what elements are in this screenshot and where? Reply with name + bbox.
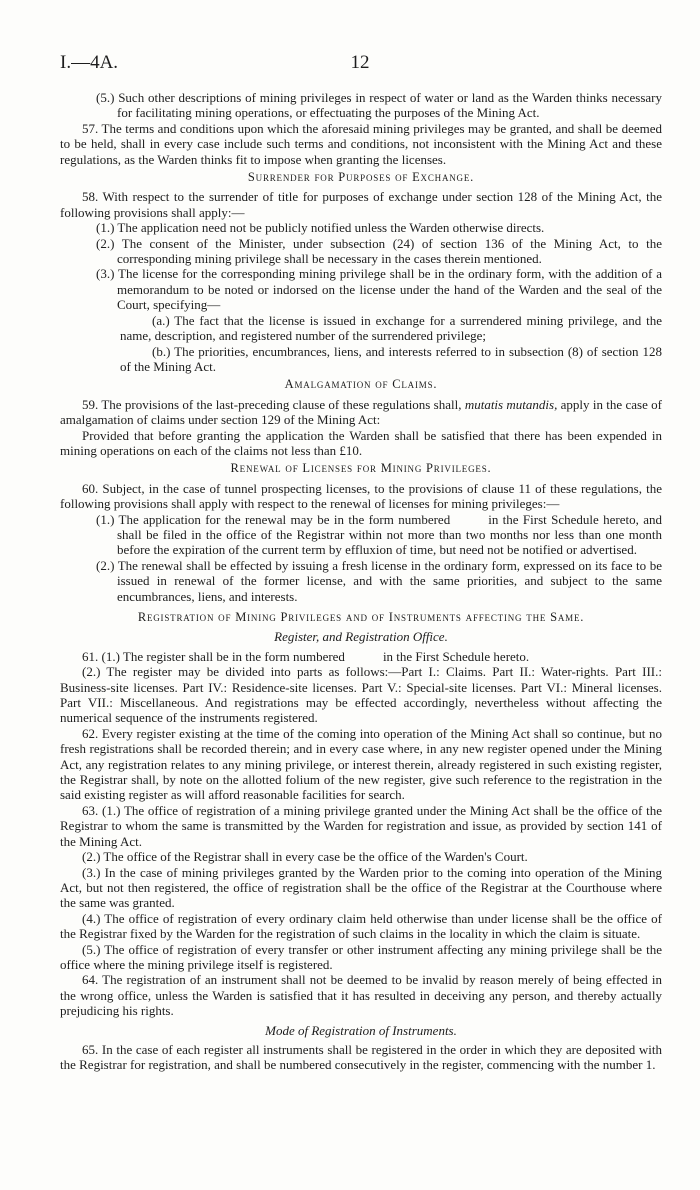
clause-59-italic: mutatis mutandis, bbox=[464, 396, 558, 412]
clause-60-1-text-a: (1.) The application for the renewal may be in the form numbered bbox=[96, 511, 451, 527]
clause-63-2: (2.) The office of the Registrar shall in every case be the office of the Warden's Court. bbox=[82, 849, 528, 865]
clause-60-1-text-b: in the First Schedule hereto, and shall be filed in the office of the Registrar within not more than two months nor less than one month before the expiration of the current term by effluxion of time, but need not be notified or advertised. bbox=[117, 511, 662, 558]
subheading-mode-of-registration: Mode of Registration of Instruments. bbox=[265, 1022, 457, 1038]
clause-61-2: (2.) The register may be divided into parts as follows:—Part I.: Claims. Part II.: Water-rights. Part III.: Business-site licenses. Part IV.: Residence-site licenses. Part V.: Special-site licenses. Part VI.: Mineral licenses. Part VII.: Miscellaneous. And registrations may be effected accordingly, nevertheless without affecting the numerical sequence of the instruments registered. bbox=[60, 664, 662, 726]
clause-61-1-text-a: 61. (1.) The register shall be in the form numbered bbox=[82, 648, 345, 664]
clause-58-2: (2.) The consent of the Minister, under subsection (24) of section 136 of the Mining Act, to the corresponding mining privilege shall be necessary in the cases therein mentioned. bbox=[96, 235, 662, 267]
clause-57: 57. The terms and conditions upon which the aforesaid mining privileges may be granted, and shall be deemed to be held, shall in every case include such terms and conditions, not inconsistent with the Mining Act and these regulations, as the Warden thinks fit to impose when granting the licenses. bbox=[60, 120, 662, 167]
clause-63-1: 63. (1.) The office of registration of a mining privilege granted under the Mining Act shall be the office of the Registrar to whom the same is transmitted by the Warden for registration and issue, as provided by section 141 of the Mining Act. bbox=[60, 802, 662, 849]
clause-58-1: (1.) The application need not be publicly notified unless the Warden otherwise directs. bbox=[96, 220, 545, 236]
clause-63-5: (5.) The office of registration of every transfer or other instrument affecting any mining privilege shall be the office where the mining privilege itself is registered. bbox=[60, 941, 662, 972]
clause-59-proviso: Provided that before granting the application the Warden shall be satisfied that there has been expended in mining operations on each of the claims not less than £10. bbox=[60, 427, 662, 458]
clause-63-4: (4.) The office of registration of every ordinary claim held otherwise than under license shall be the office of the Registrar fixed by the Warden for the registration of such claims in the locality in which the claim is situate. bbox=[60, 910, 662, 942]
clause-59 bbox=[60, 397, 662, 428]
clause-58: 58. With respect to the surrender of title for purposes of exchange under section 128 of the Mining Act, the following provisions shall apply:— bbox=[60, 189, 662, 220]
section-heading-renewal: Renewal of Licenses for Mining Privileges. bbox=[230, 461, 492, 476]
clause-61-1 bbox=[60, 649, 662, 664]
clause-60-2: (2.) The renewal shall be effected by issuing a fresh license in the ordinary form, expressed on its face to be issued in renewal of the former license, and with the same priorities, and subject to the same encumbrances, liens, and interests. bbox=[96, 557, 662, 604]
section-heading-amalgamation: Amalgamation of Claims. bbox=[284, 377, 438, 392]
clause-59-text-b: apply in the case of amalgamation of claims under section 129 of the Mining Act: bbox=[60, 396, 662, 428]
page-header bbox=[60, 52, 660, 76]
clause-60: 60. Subject, in the case of tunnel prospecting licenses, to the provisions of clause 11 of these regulations, the following provisions shall apply with respect to the renewal of licenses for mining privileges:— bbox=[60, 480, 662, 512]
clause-58-3: (3.) The license for the corresponding mining privilege shall be in the ordinary form, with the addition of a memorandum to be noted or indorsed on the license under the hand of the Warden and the seal of the Court, specifying— bbox=[96, 266, 662, 313]
clause-59-text-a: 59. The provisions of the last-preceding clause of these regulations shall, bbox=[82, 396, 465, 412]
page-number: 12 bbox=[350, 52, 370, 73]
subheading-register-office: Register, and Registration Office. bbox=[274, 629, 448, 645]
clause-58-3-a: (a.) The fact that the license is issued in exchange for a surrendered mining privilege, and the name, description, and registered number of the surrendered privilege; bbox=[120, 312, 662, 344]
clause-58-3-b: (b.) The priorities, encumbrances, liens, and interests referred to in subsection (8) of section 128 of the Mining Act. bbox=[120, 343, 662, 374]
clause-60-1 bbox=[60, 512, 662, 558]
subclause-5: (5.) Such other descriptions of mining privileges in respect of water or land as the Warden thinks necessary for facilitating mining operations, or effectuating the purposes of the Mining Act. bbox=[96, 90, 662, 121]
section-heading-surrender: Surrender for Purposes of Exchange. bbox=[247, 170, 475, 185]
clause-62: 62. Every register existing at the time of the coming into operation of the Mining Act shall so continue, but no fresh registrations shall be recorded therein; and in every case where, in any new register opened under the Mining Act, any registration relates to any mining privilege, or interest therein, already registered in such existing register, the Registrar shall, by note on the allotted folium of the new register, give such reference to the registration in the said existing register as will afford reasonable facilities for search. bbox=[60, 725, 662, 803]
document-body bbox=[60, 90, 662, 1073]
clause-63-3: (3.) In the case of mining privileges granted by the Warden prior to the coming into operation of the Mining Act, but not then registered, the office of registration shall be the office of the Registrar at the Courthouse where the same was granted. bbox=[60, 864, 662, 911]
document-reference: I.—4A. bbox=[60, 52, 119, 73]
clause-61-1-text-b: in the First Schedule hereto. bbox=[382, 648, 530, 664]
clause-64: 64. The registration of an instrument shall not be deemed to be invalid by reason merely of being effected in the wrong office, unless the Warden is satisfied that it has resulted in deceiving any person, and thereby actually prejudicing his rights. bbox=[60, 972, 662, 1019]
section-heading-registration: Registration of Mining Privileges and of Instruments affecting the Same. bbox=[137, 610, 585, 624]
clause-65: 65. In the case of each register all instruments shall be registered in the order in which they are deposited with the Registrar for registration, and shall be numbered consecutively in the register, commencing with the number 1. bbox=[60, 1041, 662, 1073]
